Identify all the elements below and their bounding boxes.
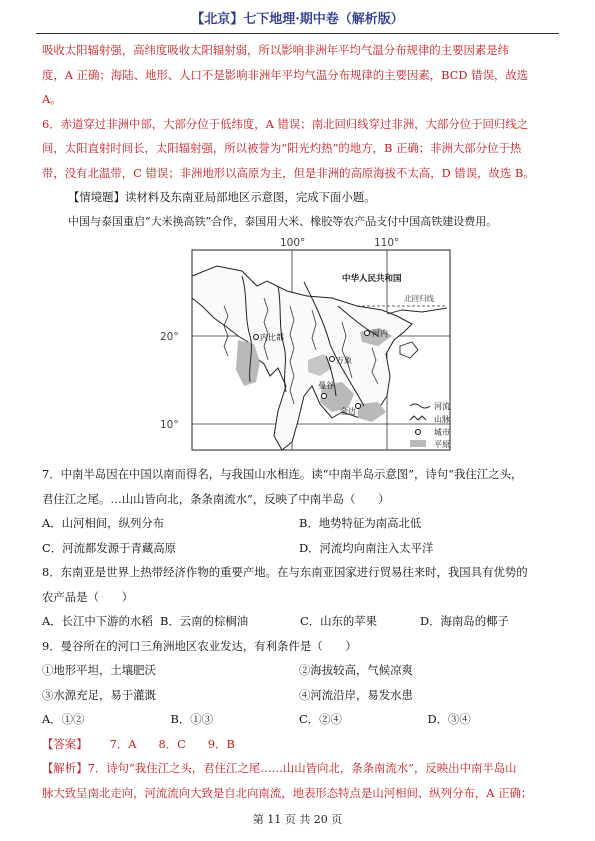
answer-item: 7．A [109, 736, 137, 751]
lat-label-10: 10° [160, 419, 179, 431]
explanation-line: 吸收太阳辐射强，高纬度吸收太阳辐射弱，所以影响非洲年平均气温分布规律的主要因素是纬 [42, 43, 510, 57]
city-label: 河内 [372, 329, 388, 338]
q7-option-c[interactable]: C．河流都发源于青藏高原 [42, 540, 177, 555]
explanation-line: 度，A 正确；海陆、地形、人口不是影响非洲年平均气温分布规律的主要因素，BCD 错误，故选 [42, 67, 529, 82]
answer-label: 【答案】 [42, 736, 88, 751]
city-label: 万象 [336, 356, 352, 365]
q8-option-c[interactable]: C．山东的苹果 [300, 614, 378, 628]
q9-items-row [42, 658, 556, 683]
situation-material: 中国与泰国重启“大米换高铁”合作，泰国用大米、橡胶等农产品支付中国高铁建设费用。 [68, 214, 498, 228]
answer-line [42, 732, 556, 757]
legend-mountain-label: 山脉 [434, 415, 450, 424]
q6-explanation-line: 带，没有北温带，C 错误；非洲地形以高原为主，但是非洲的高原海拔不太高，D 错误，故选 B。 [42, 165, 535, 180]
situation-intro: 【情境题】读材料及东南亚局部地区示意图，完成下面小题。 [68, 190, 376, 204]
city-label: 金边 [340, 407, 356, 416]
q7-stem-line: 君住江之尾。…山山皆向北，条条南流水”，反映了中南半岛（ ） [42, 491, 390, 506]
q9-option-a[interactable]: A．①② [42, 712, 85, 726]
q9-option-b[interactable]: B．①③ [170, 712, 214, 726]
q9-options-row [42, 707, 556, 732]
q7-option-d[interactable]: D．河流均向南注入太平洋 [299, 540, 434, 555]
legend-city-symbol [416, 430, 421, 435]
q7-options-row [42, 511, 556, 536]
q9-items-row [42, 683, 556, 708]
q7-options-row [42, 536, 556, 561]
city-label: 内比都 [260, 333, 284, 342]
tropic-label: 北回归线 [404, 294, 434, 303]
q8-option-a[interactable]: A．长江中下游的水稻 [42, 614, 153, 628]
page-content [42, 38, 556, 805]
analysis-line: 脉大致呈南北走向，河流流向大致是自北向南流，地表形态特点是山河相间、纵列分布，A 正确； [42, 785, 533, 800]
q7-stem-line: 7．中南半岛因在中国以南而得名，与我国山水相连。读“中南半岛示意图”，诗句“我住江之头， [42, 467, 523, 481]
q8-options-row [42, 609, 556, 634]
southeast-asia-map [42, 236, 556, 460]
legend-city-label: 城市 [434, 428, 450, 437]
answer-item: 9．B [207, 736, 235, 751]
page-header: 【北京】七下地理·期中卷（解析版） [191, 12, 404, 27]
map-svg [42, 236, 556, 460]
q8-option-b[interactable]: B．云南的棕榈油 [160, 614, 249, 628]
legend-river-label: 河流 [434, 402, 450, 411]
explanation-line: A。 [42, 92, 62, 106]
q8-stem-line: 8．东南亚是世界上热带经济作物的重要产地。在与东南亚国家进行贸易往来时，我国具有优势的 [42, 565, 528, 579]
q9-item-4: ④河流沿岸，易发水患 [299, 687, 413, 702]
lon-label-110: 110° [374, 237, 400, 249]
q9-option-c[interactable]: C．②④ [299, 712, 342, 726]
header-divider [36, 33, 559, 34]
china-label: 中华人民共和国 [342, 274, 402, 284]
answer-item: 8．C [158, 736, 186, 751]
legend-plain-symbol [410, 440, 426, 447]
lon-label-100: 100° [280, 237, 306, 249]
q8-stem-line: 农产品是（ ） [42, 589, 134, 604]
q6-explanation-line: 6．赤道穿过非洲中部，大部分位于低纬度，A 错误；南北回归线穿过非洲，大部分位于回归线之 [42, 116, 529, 131]
q6-explanation-line: 间，太阳直射时间长，太阳辐射强，所以被誉为“阳光灼热”的地方，B 正确；非洲大部分位于热 [42, 141, 522, 155]
q9-item-2: ②海拔较高，气候凉爽 [299, 663, 413, 677]
q9-item-3: ③水源充足，易于灌溉 [42, 687, 156, 702]
q9-option-d[interactable]: D．③④ [427, 712, 471, 726]
q9-item-1: ①地形平坦，土壤肥沃 [42, 663, 156, 677]
analysis-line: 【解析】7．诗句“我住江之头，君住江之尾……山山皆向北，条条南流水”，反映出中南半岛山 [42, 761, 517, 775]
q7-option-b[interactable]: B．地势特征为南高北低 [299, 516, 422, 530]
page-footer: 第 11 页 共 20 页 [252, 813, 343, 826]
q9-stem: 9．曼谷所在的河口三角洲地区农业发达，有利条件是（ ） [42, 638, 357, 653]
legend-plain-label: 平原 [434, 440, 450, 449]
q7-option-a[interactable]: A．山河相间，纵列分布 [42, 516, 165, 530]
q8-option-d[interactable]: D．海南岛的椰子 [420, 614, 509, 628]
city-label: 曼谷 [318, 381, 334, 390]
lat-label-20: 20° [160, 331, 179, 343]
